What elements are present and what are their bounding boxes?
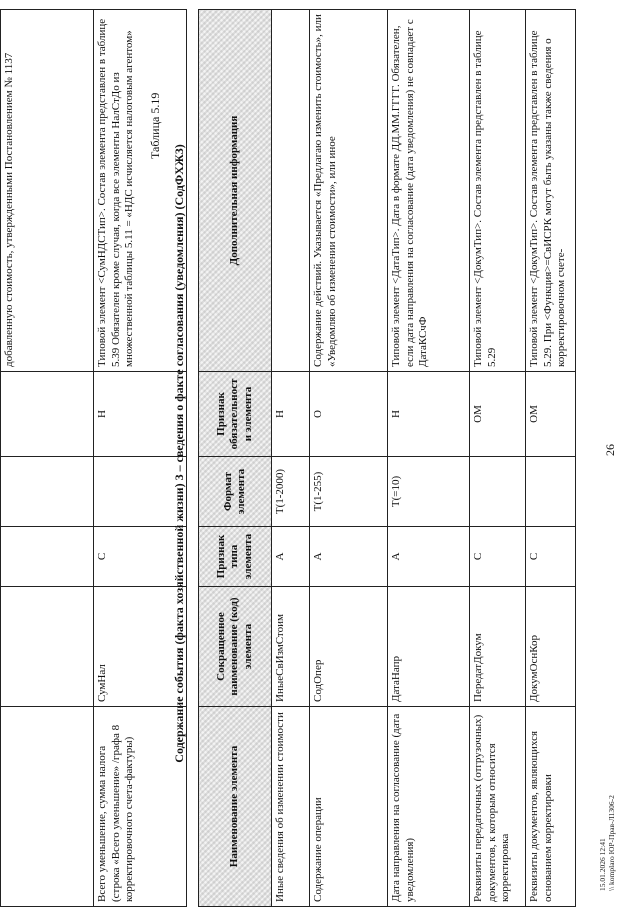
cell-name: Содержание операции — [310, 707, 388, 907]
cell-required: ОМ — [470, 372, 526, 457]
cell-code: ДокумОснКор — [526, 587, 576, 707]
cell-code: СумНал — [94, 587, 187, 707]
cell-info: Типовой элемент <ДокумТип>. Состав элемента представлен в таблице 5.29 — [470, 10, 526, 372]
cell-info: Типовой элемент <СумНДСТип>. Состав элемента представлен в таблице 5.39 Обязателен кроме случая, когда все элементы НалСтДо из множественной таблицы 5.11 = «НДС исчисляется налоговым агентом» — [94, 10, 187, 372]
cell-info: Содержание действий. Указывается «Предлагаю изменить стоимость», или «Уведомляю об изменении стоимости», или иное — [310, 10, 388, 372]
cell-required: О — [310, 372, 388, 457]
cell-type: С — [94, 527, 187, 587]
cell-code: ИныеСвИзмСтоим — [272, 587, 310, 707]
cell-type: С — [526, 527, 576, 587]
cell-required: Н — [388, 372, 470, 457]
footer-timestamp: 15.01.2026 12:41 — [598, 838, 607, 891]
table-row — [1, 10, 94, 907]
cell-info: добавленную стоимость, утвержденными Постановлением № 1137 — [1, 10, 94, 372]
cell-required: ОМ — [526, 372, 576, 457]
table-row — [526, 10, 576, 907]
cell-name: Иные сведения об изменении стоимости — [272, 707, 310, 907]
table-label: Таблица 5.19 — [148, 92, 162, 159]
cell-name: Реквизиты передаточных (отгрузочных) документов, к которым относится корректировка — [470, 707, 526, 907]
cell-name: Дата направления на согласование (дата уведомления) — [388, 707, 470, 907]
cell-type — [1, 527, 94, 587]
header-code: Сокращенное наименование (код) элемента — [199, 587, 272, 707]
cell-format: T(1-255) — [310, 457, 388, 527]
cell-required: Н — [272, 372, 310, 457]
header-required: Признак обязательности элемента — [199, 372, 272, 457]
table-caption: Содержание события (факта хозяйственной жизни) 3 – сведения о факте согласования (уведомления) (СодФХЖ3) — [172, 144, 186, 763]
header-type: Признак типа элемента — [199, 527, 272, 587]
footer-stamp — [598, 795, 616, 891]
cell-format — [1, 457, 94, 527]
cell-type: А — [310, 527, 388, 587]
table-row — [310, 10, 388, 907]
cell-required: Н — [94, 372, 187, 457]
table-row — [470, 10, 526, 907]
table-row — [388, 10, 470, 907]
elements-table — [198, 9, 576, 907]
header-format: Формат элемента — [199, 457, 272, 527]
cell-name — [1, 707, 94, 907]
cell-name: Всего уменьшение, сумма налога (строка «Всего уменьшение» /графа 8 корректировочного счета-фактуры) — [94, 707, 187, 907]
cell-code — [1, 587, 94, 707]
cell-code: ПередатДокум — [470, 587, 526, 707]
cell-info: Типовой элемент <ДокумТип>. Состав элемента представлен в таблице 5.29. При <Функция>=СвИСРК могут быть указаны также сведения о корректировочном счете- — [526, 10, 576, 372]
cell-format — [526, 457, 576, 527]
cell-type: С — [470, 527, 526, 587]
cell-format: T(=10) — [388, 457, 470, 527]
cell-type: А — [272, 527, 310, 587]
cell-info: Типовой элемент <ДатаТип>. Дата в формате ДД.ММ.ГГГГ. Обязателен, если дата направления на согласование (дата уведомления) не совпадает с ДатаКСчФ — [388, 10, 470, 372]
footer-path: \\ komplaro ЮР-Прав-Л1306-2 — [607, 795, 616, 891]
cell-code: СодОпер — [310, 587, 388, 707]
cell-type: А — [388, 527, 470, 587]
cell-code: ДатаНапр — [388, 587, 470, 707]
cell-format — [470, 457, 526, 527]
header-info: Дополнительная информация — [199, 10, 272, 372]
header-name: Наименование элемента — [199, 707, 272, 907]
cell-format: T(1-2000) — [272, 457, 310, 527]
page-number: 26 — [603, 444, 617, 456]
cell-name: Реквизиты документов, являющихся основанием корректировки — [526, 707, 576, 907]
cell-required — [1, 372, 94, 457]
table-row — [272, 10, 310, 907]
table-header-row — [199, 10, 272, 907]
cell-info — [272, 10, 310, 372]
